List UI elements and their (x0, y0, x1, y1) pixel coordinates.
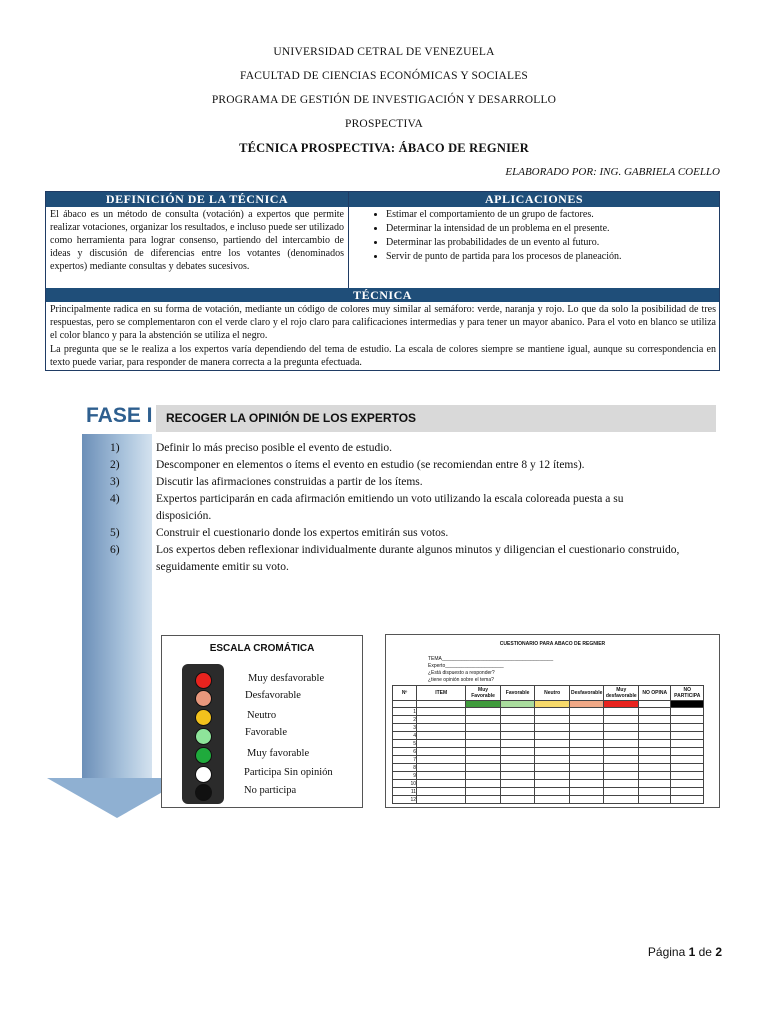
phase-banner-text: RECOGER LA OPINIÓN DE LOS EXPERTOS (166, 411, 417, 425)
step-text: Construir el cuestionario donde los expertos emitirán sus votos. (156, 527, 449, 539)
scale-label: Favorable (245, 727, 287, 738)
table-cell (535, 724, 570, 732)
scale-lamp (195, 728, 212, 745)
color-cell (671, 701, 704, 708)
table-cell (671, 740, 704, 748)
table-cell (535, 772, 570, 780)
table-cell (604, 756, 639, 764)
table-cell (604, 732, 639, 740)
step-number: 1) (110, 442, 120, 454)
scale-label: Participa Sin opinión (244, 767, 333, 778)
scale-lamp (195, 709, 212, 726)
step-number: 4) (110, 493, 120, 505)
page-number (648, 945, 722, 959)
scale-label: Muy favorable (247, 748, 310, 759)
scale-lamp (195, 690, 212, 707)
step-number: 6) (110, 544, 120, 556)
table-cell (500, 732, 535, 740)
table-cell (500, 796, 535, 804)
application-item: • Servir de punto de partida para los procesos de planeación. (386, 250, 720, 264)
page-middle: de (695, 945, 716, 959)
color-cell (569, 701, 604, 708)
scale-label: Desfavorable (245, 690, 301, 701)
column-header: NO PARTICIPA (671, 686, 704, 701)
table-cell (639, 732, 671, 740)
column-header: Muy desfavorable (605, 687, 637, 699)
table-cell (417, 764, 466, 772)
table-row (393, 748, 704, 756)
table-cell (466, 748, 501, 756)
table-cell (500, 764, 535, 772)
questionnaire-table (392, 685, 704, 804)
table-cell (604, 772, 639, 780)
step-text: Definir lo más preciso posible el evento de estudio. (156, 442, 393, 454)
table-cell (417, 708, 466, 716)
table-cell (604, 764, 639, 772)
applications-list (350, 208, 720, 264)
application-item: • Determinar la intensidad de un problema en el presente. (386, 222, 720, 236)
table-cell (639, 764, 671, 772)
table-cell (639, 756, 671, 764)
table-row (393, 772, 704, 780)
table-cell (417, 772, 466, 780)
tecnica-header: TÉCNICA (46, 288, 719, 302)
table-cell (417, 740, 466, 748)
table-cell: 12 (393, 796, 417, 804)
faculty-name: FACULTAD DE CIENCIAS ECONÓMICAS Y SOCIALES (239, 70, 529, 82)
table-cell (535, 756, 570, 764)
table-cell (569, 772, 604, 780)
questionnaire-form (385, 634, 720, 808)
table-cell (466, 708, 501, 716)
step-number: 5) (110, 527, 120, 539)
table-cell (604, 748, 639, 756)
table-cell (671, 708, 704, 716)
table-cell (500, 780, 535, 788)
table-cell (500, 708, 535, 716)
table-cell (671, 748, 704, 756)
table-cell (671, 756, 704, 764)
table-cell: 11 (393, 788, 417, 796)
chromatic-scale (161, 635, 363, 808)
table-cell (671, 764, 704, 772)
table-row (393, 764, 704, 772)
column-header: ITEM (417, 686, 466, 701)
step-text: Expertos participarán en cada afirmación emitiendo un voto utilizando la escala coloreada puesta a su disposición. (156, 493, 624, 522)
table-cell (535, 764, 570, 772)
color-cell (393, 701, 417, 708)
table-cell (569, 780, 604, 788)
list-item (110, 525, 680, 542)
table-cell (569, 740, 604, 748)
table-cell (466, 740, 501, 748)
table-cell (569, 764, 604, 772)
table-cell (466, 796, 501, 804)
table-row (393, 756, 704, 764)
table-cell (535, 740, 570, 748)
table-cell (604, 716, 639, 724)
scale-lamp (195, 747, 212, 764)
experto-field: Experto_____________________ (428, 663, 504, 669)
color-cell (639, 701, 671, 708)
step-number: 3) (110, 476, 120, 488)
column-header: NO OPINA (639, 686, 671, 701)
table-cell (500, 740, 535, 748)
column-divider (348, 192, 349, 288)
university-name: UNIVERSIDAD CETRAL DE VENEZUELA (273, 46, 495, 58)
step-text: Discutir las afirmaciones construidas a partir de los ítems. (156, 476, 423, 488)
question-2: ¿tiene opinión sobre el tema? (428, 677, 494, 683)
definition-text: El ábaco es un método de consulta (votación) a expertos que permite realizar votaciones, organizar los resultados, e incluso puede ser utilizado como herramienta para lograr consenso, partiendo del intercambio de ideas y discusión de diferencias entre los votantes (denominados expertos) mediante consultas y debates sucesivos. (50, 209, 344, 272)
color-cell (466, 701, 501, 708)
scale-lamp (195, 784, 212, 801)
color-cell (500, 701, 535, 708)
step-text: Los expertos deben reflexionar individualmente durante algunos minutos y diligencian el cuestionario construido, seguidamente emitir su voto. (156, 544, 680, 573)
document-title: TÉCNICA PROSPECTIVA: ÁBACO DE REGNIER (239, 141, 529, 155)
program-name: PROGRAMA DE GESTIÓN DE INVESTIGACIÓN Y DESARROLLO (211, 94, 557, 106)
page-current: 1 (688, 945, 696, 959)
table-cell (535, 708, 570, 716)
table-cell: 1 (393, 708, 417, 716)
table-cell (535, 716, 570, 724)
table-cell (671, 772, 704, 780)
scale-label: No participa (244, 785, 297, 796)
table-cell (417, 748, 466, 756)
table-cell (639, 740, 671, 748)
table-cell (639, 780, 671, 788)
table-cell (417, 716, 466, 724)
tecnica-paragraph-2: La pregunta que se le realiza a los expertos varía dependiendo del tema de estudio. La escala de colores siempre se mantiene igual, aunque su correspondencia en texto puede variar, para responder de manera correcta a la pregunta efectuada. (50, 344, 716, 368)
table-cell (569, 724, 604, 732)
table-cell (466, 772, 501, 780)
list-item (110, 474, 680, 491)
table-cell: 2 (393, 716, 417, 724)
table-row (393, 780, 704, 788)
table-cell (569, 796, 604, 804)
table-cell (569, 716, 604, 724)
column-header: Neutro (535, 686, 570, 701)
tema-field: TEMA________________________________________ (428, 656, 554, 662)
table-cell (671, 724, 704, 732)
table-cell: 6 (393, 748, 417, 756)
table-cell: 3 (393, 724, 417, 732)
table-cell (500, 756, 535, 764)
application-item: • Estimar el comportamiento de un grupo de factores. (386, 208, 720, 222)
column-header: Favorable (500, 686, 535, 701)
table-row (393, 724, 704, 732)
table-cell (569, 756, 604, 764)
tecnica-paragraph-1: Principalmente radica en su forma de votación, mediante un código de colores muy similar al semáforo: verde, naranja y rojo. Lo que da solo la posibilidad de tres respuestas, pero se complementaron con el verde claro y el rojo claro para calificaciones intermedias y para tener un mayor abanico. Para el voto en blanco se utiliza el color blanco y para la abstención se utiliza el negro. (50, 304, 716, 341)
table-cell: 8 (393, 764, 417, 772)
table-cell (569, 788, 604, 796)
table-cell: 4 (393, 732, 417, 740)
table-cell (466, 764, 501, 772)
table-cell (671, 716, 704, 724)
table-cell (604, 724, 639, 732)
phase-steps (110, 440, 680, 576)
phase-banner (156, 405, 716, 432)
table-cell: 5 (393, 740, 417, 748)
table-cell (639, 796, 671, 804)
table-cell (569, 732, 604, 740)
step-text: Descomponer en elementos o ítems el evento en estudio (se recomiendan entre 8 y 12 ítems). (156, 459, 585, 471)
table-cell (500, 748, 535, 756)
table-cell (500, 788, 535, 796)
scale-lamp (195, 766, 212, 783)
table-cell (500, 724, 535, 732)
table-cell (535, 788, 570, 796)
table-cell (500, 772, 535, 780)
scale-lamp (195, 672, 212, 689)
color-cell (604, 701, 639, 708)
table-cell (639, 788, 671, 796)
table-cell (639, 772, 671, 780)
scale-title: ESCALA CROMÁTICA (209, 643, 315, 654)
scale-label: Neutro (247, 710, 277, 721)
scale-label: Muy desfavorable (248, 673, 325, 684)
table-cell (671, 796, 704, 804)
table-row (393, 796, 704, 804)
application-item: • Determinar las probabilidades de un evento al futuro. (386, 236, 720, 250)
table-row (393, 716, 704, 724)
table-cell (466, 716, 501, 724)
phase-title: FASE I (86, 404, 153, 427)
table-cell (466, 756, 501, 764)
table-cell (604, 780, 639, 788)
questionnaire-title: CUESTIONARIO PARA ABACO DE REGNIER (499, 641, 606, 647)
table-row (393, 740, 704, 748)
table-cell: 10 (393, 780, 417, 788)
color-cell (535, 701, 570, 708)
color-cell (417, 701, 466, 708)
table-cell (466, 724, 501, 732)
table-cell (639, 748, 671, 756)
table-row (393, 708, 704, 716)
table-cell (639, 724, 671, 732)
technique-table (45, 191, 720, 371)
table-cell (417, 756, 466, 764)
table-cell (417, 796, 466, 804)
list-item (110, 542, 680, 576)
table-cell (569, 748, 604, 756)
table-cell (466, 788, 501, 796)
table-cell (604, 796, 639, 804)
list-item (110, 457, 680, 474)
applications-header: APLICACIONES (349, 192, 719, 207)
column-header: Nº (393, 686, 417, 701)
table-cell (604, 740, 639, 748)
table-cell (417, 780, 466, 788)
table-cell (671, 780, 704, 788)
list-item (110, 491, 680, 525)
table-cell (500, 716, 535, 724)
table-cell (466, 780, 501, 788)
table-row (393, 788, 704, 796)
page-prefix: Página (647, 945, 689, 959)
definition-header: DEFINICIÓN DE LA TÉCNICA (46, 192, 348, 207)
table-cell (569, 708, 604, 716)
column-header: Desfavorable (569, 686, 604, 701)
table-cell (639, 708, 671, 716)
page-total: 2 (715, 945, 722, 959)
author-line: ELABORADO POR: ING. GABRIELA COELLO (505, 166, 720, 178)
table-cell (535, 780, 570, 788)
table-cell: 7 (393, 756, 417, 764)
table-row (393, 732, 704, 740)
table-cell (417, 724, 466, 732)
question-1: ¿Está dispuesto a responder? (428, 670, 495, 676)
table-cell (671, 732, 704, 740)
table-cell (535, 748, 570, 756)
list-item (110, 440, 680, 457)
table-cell: 9 (393, 772, 417, 780)
table-cell (604, 708, 639, 716)
table-cell (417, 788, 466, 796)
step-number: 2) (110, 459, 120, 471)
table-cell (604, 788, 639, 796)
table-cell (535, 796, 570, 804)
table-cell (535, 732, 570, 740)
table-cell (639, 716, 671, 724)
column-header: Muy Favorable (466, 686, 501, 701)
table-cell (417, 732, 466, 740)
table-cell (466, 732, 501, 740)
table-cell (671, 788, 704, 796)
subject-name: PROSPECTIVA (344, 118, 424, 130)
